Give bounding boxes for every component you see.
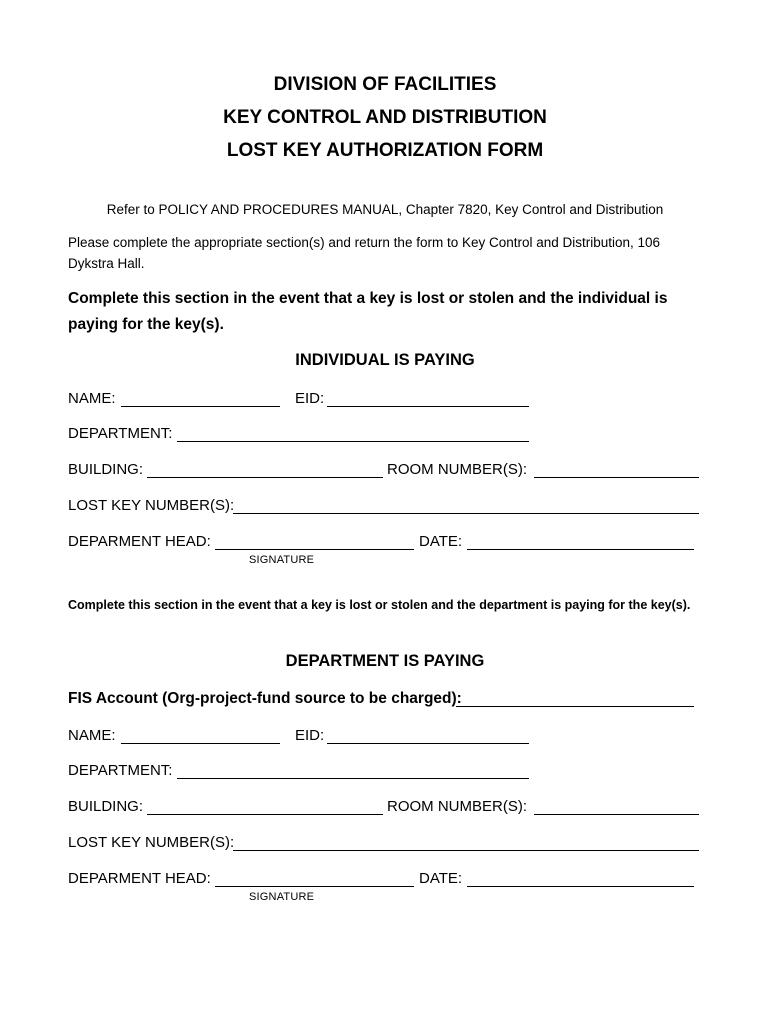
department-label: DEPARTMENT: <box>68 762 173 779</box>
department-head-label: DEPARMENT HEAD: <box>68 870 211 887</box>
eid-label: EID: <box>295 727 325 744</box>
title-form-name: LOST KEY AUTHORIZATION FORM <box>226 140 544 161</box>
title-key-control: KEY CONTROL AND DISTRIBUTION <box>223 107 547 128</box>
lost-key-label: LOST KEY NUMBER(S): <box>68 834 235 851</box>
date-line[interactable] <box>467 886 694 887</box>
department-line[interactable] <box>177 778 529 779</box>
name-line[interactable] <box>121 406 280 407</box>
policy-reference: Refer to POLICY AND PROCEDURES MANUAL, Chapter 7820, Key Control and Distribution <box>106 202 664 217</box>
individual-section-heading: INDIVIDUAL IS PAYING <box>295 351 475 369</box>
department-section-heading: DEPARTMENT IS PAYING <box>285 652 485 670</box>
name-label: NAME: <box>68 390 116 407</box>
fis-account-label: FIS Account (Org-project-fund source to be charged): <box>68 690 462 707</box>
room-number-line[interactable] <box>534 814 699 815</box>
date-line[interactable] <box>467 549 694 550</box>
department-head-signature-line[interactable] <box>215 549 414 550</box>
room-number-label: ROOM NUMBER(S): <box>387 798 527 815</box>
lost-key-label: LOST KEY NUMBER(S): <box>68 497 235 514</box>
title-division: DIVISION OF FACILITIES <box>273 74 497 95</box>
individual-section-lead: Complete this section in the event that a key is lost or stolen and the individual is paying for the key(s). <box>68 290 668 333</box>
building-line[interactable] <box>147 814 383 815</box>
fis-account-line[interactable] <box>456 706 694 707</box>
name-line[interactable] <box>121 743 280 744</box>
name-label: NAME: <box>68 727 116 744</box>
lost-key-line[interactable] <box>233 850 699 851</box>
room-number-line[interactable] <box>534 477 699 478</box>
eid-line[interactable] <box>327 743 529 744</box>
building-line[interactable] <box>147 477 383 478</box>
date-label: DATE: <box>419 533 463 550</box>
department-head-label: DEPARMENT HEAD: <box>68 533 211 550</box>
building-label: BUILDING: <box>68 798 144 815</box>
lost-key-line[interactable] <box>233 513 699 514</box>
department-section-lead: Complete this section in the event that a key is lost or stolen and the department is paying for the key(s). <box>68 598 691 612</box>
eid-line[interactable] <box>327 406 529 407</box>
date-label: DATE: <box>419 870 463 887</box>
department-head-signature-line[interactable] <box>215 886 414 887</box>
signature-caption: SIGNATURE <box>249 554 315 566</box>
instructions-text: Please complete the appropriate section(s) and return the form to Key Control and Distribution, 106 Dykstra Hall. <box>68 235 661 271</box>
signature-caption: SIGNATURE <box>249 891 315 903</box>
eid-label: EID: <box>295 390 325 407</box>
department-line[interactable] <box>177 441 529 442</box>
room-number-label: ROOM NUMBER(S): <box>387 461 527 478</box>
department-label: DEPARTMENT: <box>68 425 173 442</box>
building-label: BUILDING: <box>68 461 144 478</box>
